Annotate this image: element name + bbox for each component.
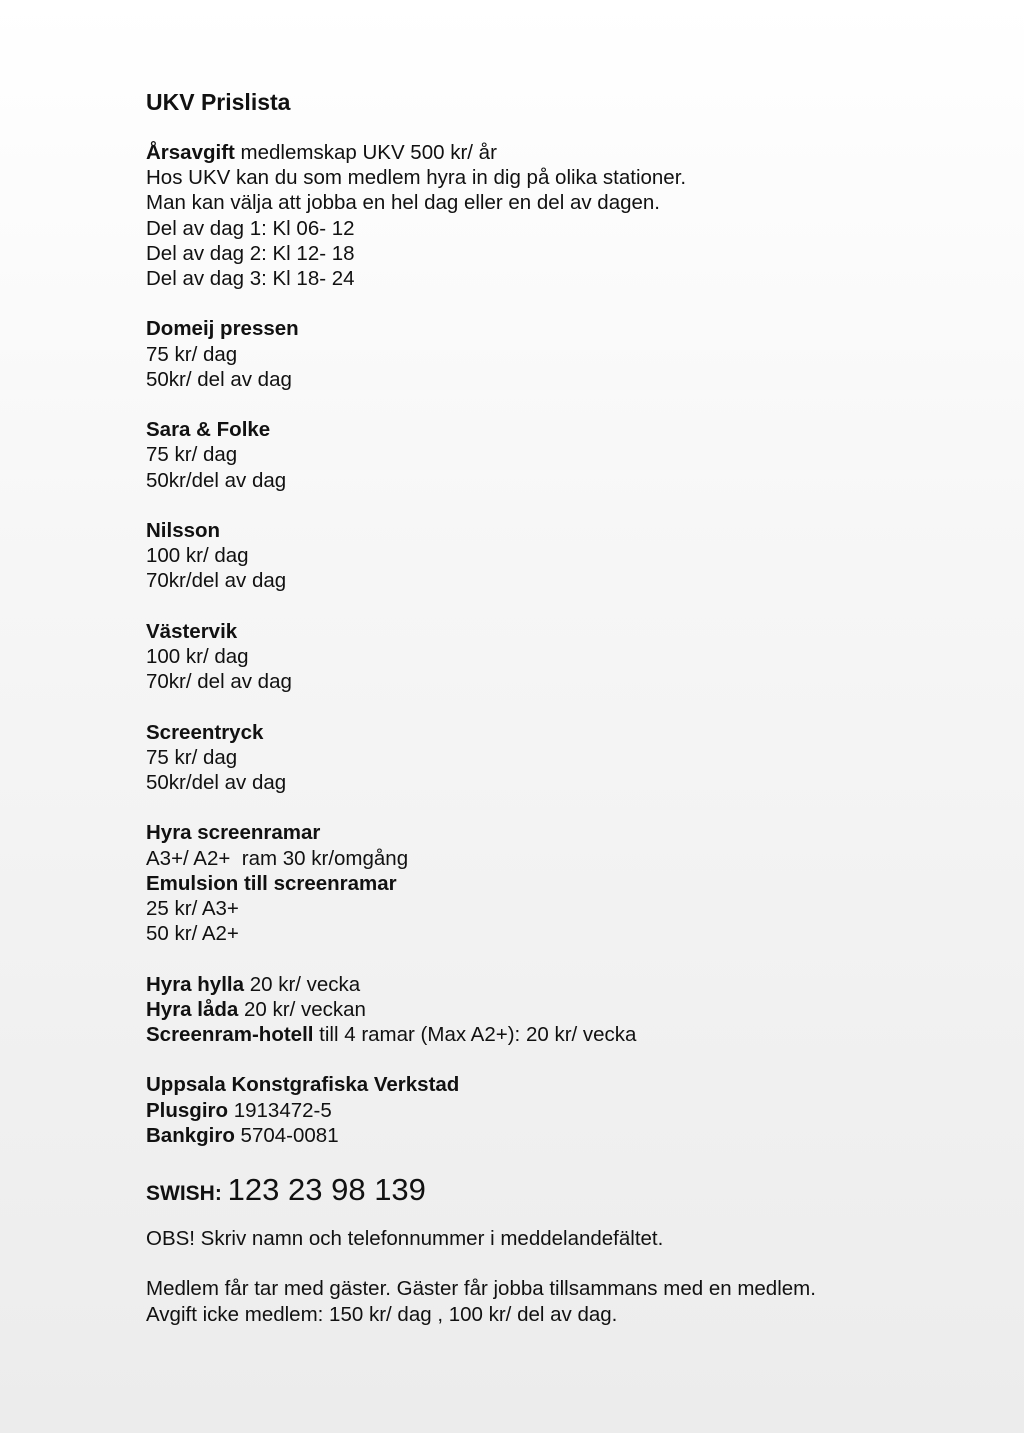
intro-section [146, 140, 966, 291]
emulsion-label: Emulsion till screenramar [146, 871, 397, 895]
station-name-text: Screentryck [146, 720, 264, 744]
frame-hotel-label: Screenram-hotell [146, 1023, 314, 1046]
station-day-price: 100 kr/ dag [146, 645, 249, 668]
box-rent-label: Hyra låda [146, 997, 239, 1021]
bankgiro-label: Bankgiro [146, 1123, 235, 1147]
station-day-price: 75 kr/ dag [146, 745, 238, 769]
storage-section [146, 972, 966, 1048]
station-part-price: 70kr/ del av dag [146, 670, 292, 694]
station-screentryck [146, 720, 966, 796]
organization-name [146, 1072, 966, 1097]
box-rent-price: 20 kr/ veckan [238, 997, 366, 1021]
spacer [146, 795, 966, 820]
station-part-price: 50kr/del av dag [146, 771, 287, 794]
shelf-rent-line [146, 972, 966, 997]
obs-note: OBS! Skriv namn och telefonnummer i meddelandefältet. [146, 1227, 664, 1250]
frames-section [146, 820, 966, 946]
spacer [146, 1148, 966, 1170]
annual-fee-label: Årsavgift [146, 141, 235, 164]
station-part-price: 50kr/ del av dag [146, 367, 292, 391]
station-name [146, 720, 966, 745]
spacer [146, 392, 966, 417]
price-list-content [146, 88, 966, 1327]
box-rent-line [146, 997, 966, 1022]
spacer [146, 493, 966, 518]
station-vastervik [146, 619, 966, 695]
frame-hotel-line [146, 1022, 966, 1047]
station-day-price: 75 kr/ dag [146, 443, 238, 467]
plusgiro-line [146, 1098, 966, 1123]
station-domeij [146, 316, 966, 392]
station-name-text: Västervik [146, 619, 238, 643]
annual-fee-text: medlemskap UKV 500 kr/ år [234, 141, 497, 164]
station-day-price: 100 kr/ dag [146, 544, 249, 568]
station-name [146, 619, 966, 644]
spacer [146, 946, 966, 971]
emulsion-a2-price: 50 kr/ A2+ [146, 922, 239, 946]
shelf-rent-label: Hyra hylla [146, 972, 244, 996]
station-part-price: 70kr/del av dag [146, 569, 287, 593]
session-1-time: Del av dag 1: Kl 06- 12 [146, 216, 355, 240]
plusgiro-number: 1913472-5 [228, 1098, 332, 1122]
station-name [146, 316, 966, 341]
guests-note: Medlem får tar med gäster. Gäster får jobba tillsammans med en medlem. [146, 1277, 816, 1301]
swish-number: 123 23 98 139 [227, 1172, 426, 1207]
non-member-fee-note: Avgift icke medlem: 150 kr/ dag , 100 kr/ del av dag. [146, 1302, 618, 1326]
spacer [146, 1251, 966, 1276]
intro-line: Hos UKV kan du som medlem hyra in dig på olika stationer. [146, 166, 687, 190]
session-2-time: Del av dag 2: Kl 12- 18 [146, 241, 355, 265]
station-name-text: Domeij pressen [146, 317, 299, 341]
payment-section [146, 1072, 966, 1148]
bankgiro-line [146, 1123, 966, 1148]
station-sara-folke [146, 417, 966, 493]
swish-line [146, 1172, 966, 1212]
station-name [146, 518, 966, 543]
intro-line: Man kan välja att jobba en hel dag eller en del av dagen. [146, 191, 661, 215]
page-title: UKV Prislista [146, 89, 291, 115]
emulsion-heading [146, 871, 966, 896]
spacer [146, 291, 966, 316]
organization-name-text: Uppsala Konstgrafiska Verkstad [146, 1073, 460, 1097]
spacer [146, 594, 966, 619]
frames-rent-heading [146, 820, 966, 845]
frames-rent-label: Hyra screenramar [146, 821, 321, 845]
station-part-price: 50kr/del av dag [146, 468, 287, 492]
frames-rent-price: A3+/ A2+ ram 30 kr/omgång [146, 846, 409, 870]
session-3-time: Del av dag 3: Kl 18- 24 [146, 267, 355, 291]
shelf-rent-price: 20 kr/ vecka [244, 972, 361, 996]
station-day-price: 75 kr/ dag [146, 342, 238, 366]
annual-fee-line [146, 140, 966, 165]
station-name-text: Sara & Folke [146, 418, 271, 442]
station-name [146, 417, 966, 442]
frame-hotel-price: till 4 ramar (Max A2+): 20 kr/ vecka [313, 1023, 637, 1046]
bankgiro-number: 5704-0081 [234, 1123, 339, 1147]
emulsion-a3-price: 25 kr/ A3+ [146, 897, 239, 920]
spacer [146, 1047, 966, 1072]
station-name-text: Nilsson [146, 519, 221, 542]
swish-label: SWISH: [146, 1182, 228, 1205]
plusgiro-label: Plusgiro [146, 1098, 229, 1122]
station-nilsson [146, 518, 966, 594]
spacer [146, 694, 966, 719]
